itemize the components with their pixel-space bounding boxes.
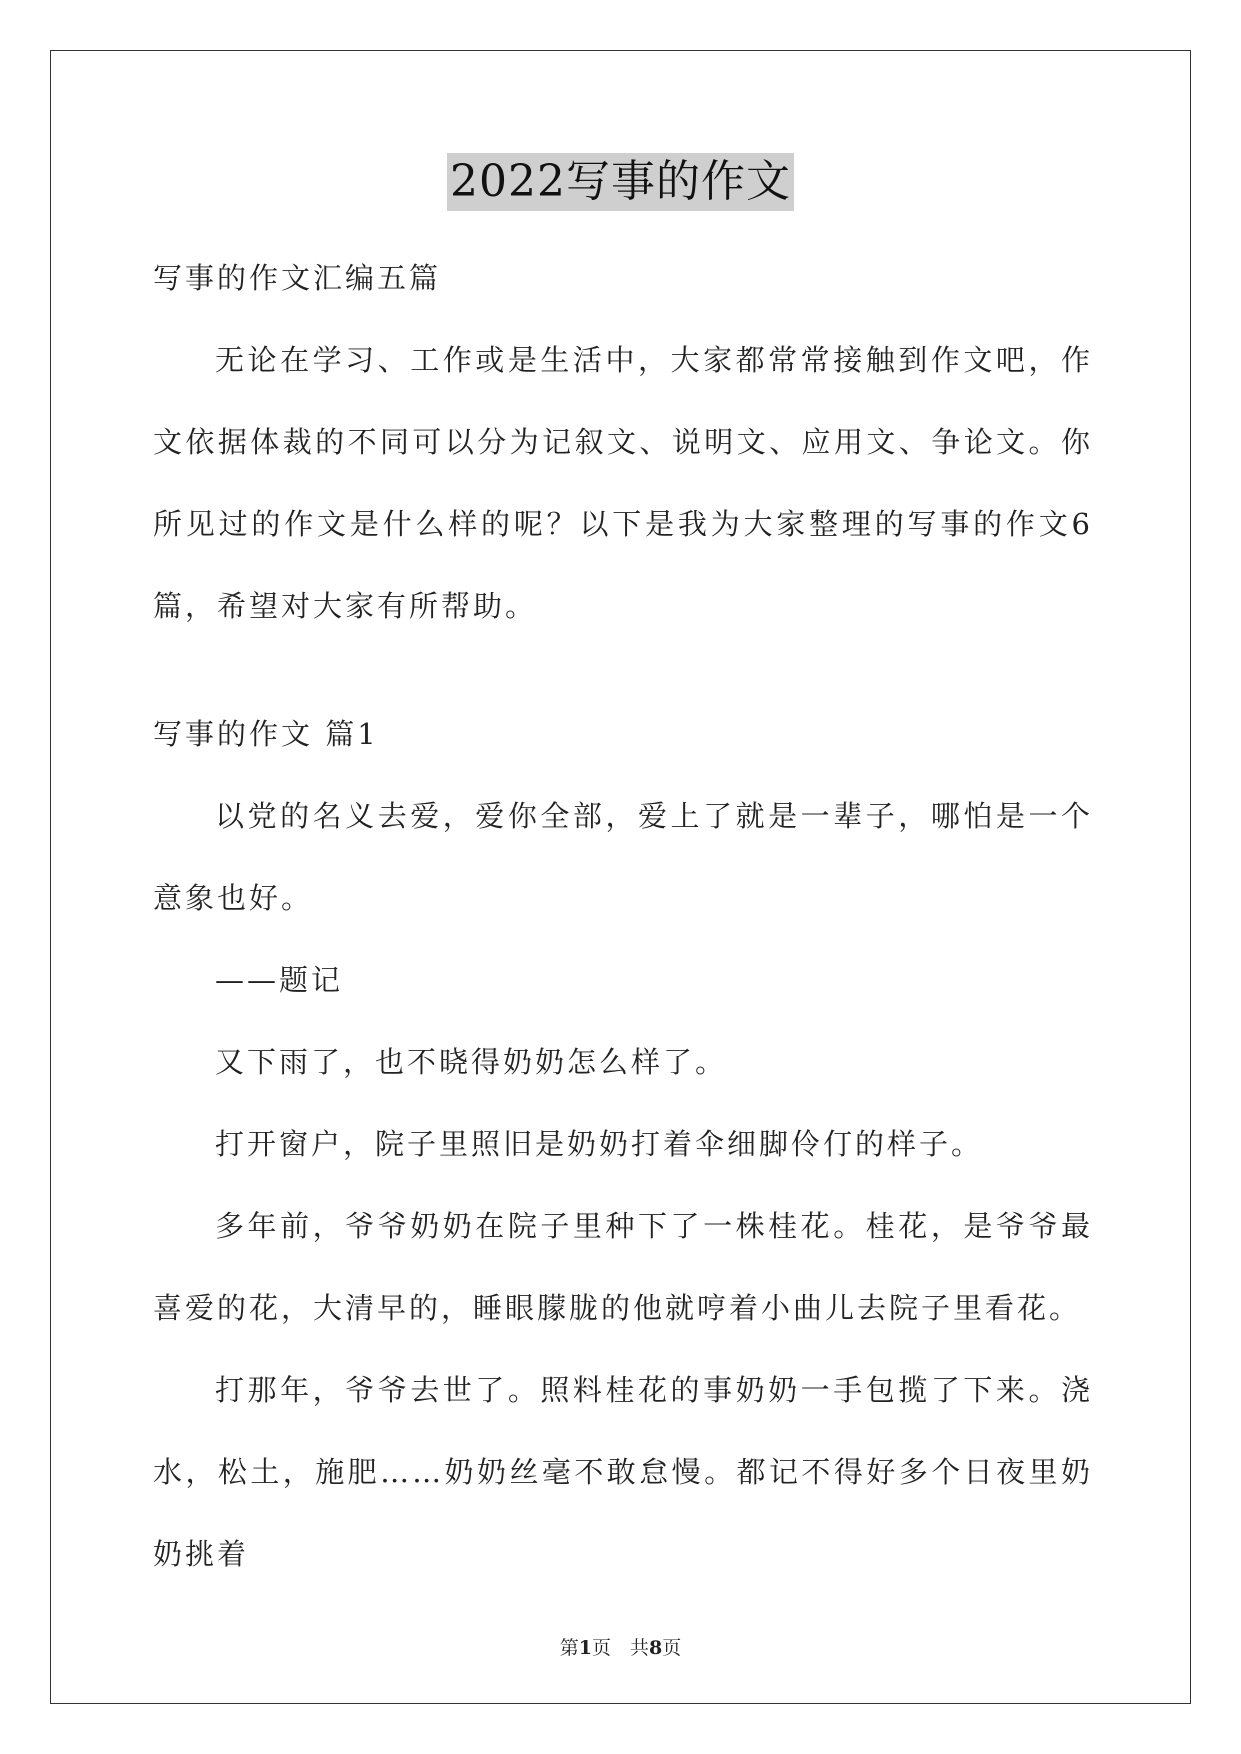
section-gap <box>153 647 1093 693</box>
intro-paragraph: 无论在学习、工作或是生活中，大家都常常接触到作文吧，作文依据体裁的不同可以分为记叙文、说明文、应用文、争论文。你所见过的作文是什么样的呢？以下是我为大家整理的写事的作文6篇，希望对大家有所帮助。 <box>153 343 1093 623</box>
document-body <box>153 237 1093 1595</box>
current-page-number: 1 <box>578 1637 592 1659</box>
document-subtitle: 写事的作文汇编五篇 <box>153 261 442 295</box>
epigraph-attribution: ——题记 <box>215 963 344 997</box>
total-page-number: 8 <box>649 1637 663 1659</box>
body-paragraph: 打那年，爷爷去世了。照料桂花的事奶奶一手包揽了下来。浇水，松土，施肥……奶奶丝毫不敢怠慢。都记不得好多个日夜里奶奶挑着 <box>153 1373 1093 1571</box>
page-footer <box>0 1633 1241 1660</box>
section-heading: 写事的作文 篇1 <box>153 717 379 751</box>
page-suffix: 页 <box>662 1637 682 1659</box>
page-mid: 页 共 <box>591 1637 649 1659</box>
body-paragraph: 以党的名义去爱，爱你全部，爱上了就是一辈子，哪怕是一个意象也好。 <box>153 799 1093 915</box>
title-wrapper <box>0 153 1241 211</box>
body-paragraph: 又下雨了，也不晓得奶奶怎么样了。 <box>215 1045 728 1079</box>
body-paragraph: 多年前，爷爷奶奶在院子里种下了一株桂花。桂花，是爷爷最喜爱的花，大清早的，睡眼朦胧的他就哼着小曲儿去院子里看花。 <box>153 1209 1093 1325</box>
page-prefix: 第 <box>559 1637 579 1659</box>
document-title: 2022写事的作文 <box>447 153 794 211</box>
body-paragraph: 打开窗户，院子里照旧是奶奶打着伞细脚伶仃的样子。 <box>215 1127 984 1161</box>
